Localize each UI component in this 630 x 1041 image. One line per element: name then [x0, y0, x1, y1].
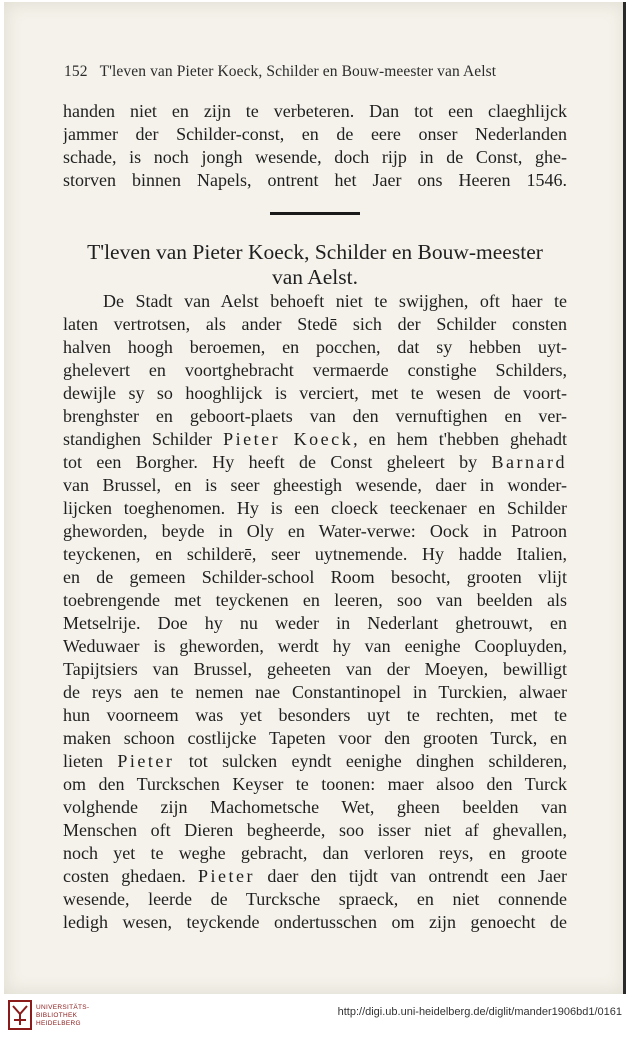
paragraph-body	[63, 290, 567, 934]
person-name: Pieter Koeck	[223, 429, 354, 449]
text-line: teyckenen, en schilderē, seer uytnemende. Hy hadde Italien,	[63, 544, 567, 564]
text-line: Weduwaer is gheworden, werdt hy van eenighe Coopluyden,	[63, 636, 567, 656]
library-name	[36, 1004, 89, 1028]
text-line: lijcken toeghenomen. Hy is een cloeck teeckenaer en Schilder	[63, 498, 567, 518]
person-name: Barnard	[491, 452, 567, 472]
text-line: wesende, leerde de Turcksche spraeck, en niet connende	[63, 889, 567, 909]
text-segment: tot sulcken eyndt eenighe dinghen schilderen,	[188, 751, 567, 771]
text-line: Tapijtsiers van Brussel, geheeten van der Moeyen, bewilligt	[63, 659, 567, 679]
text-line: dewijle sy so hooghlijck is verciert, met te wesen de voort-	[63, 383, 567, 403]
text-line: Menschen oft Dieren begheerde, soo isser niet af ghevallen,	[63, 820, 567, 840]
text-line: volghende zijn Machometsche Wet, gheen beelden van	[63, 797, 567, 817]
text-line	[63, 865, 567, 888]
text-line: van Brussel, en is seer gheestigh wesende, daer in wonder-	[63, 475, 567, 495]
university-library-logo-icon	[8, 1000, 32, 1030]
text-line: De Stadt van Aelst behoeft niet te swijghen, oft haer te	[103, 291, 567, 311]
text-line: hun voorneem was yet besonders uyt te rechten, met te	[63, 705, 567, 725]
text-line: en de gemeen Schilder-school Room besocht, grooten vlijt	[63, 567, 567, 587]
library-name-line: HEIDELBERG	[36, 1020, 81, 1027]
section-title-line: van Aelst.	[272, 265, 358, 289]
text-line: halven hoogh beroemen, en pocchen, dat sy hebben uyt-	[63, 337, 567, 357]
text-line: laten vertrotsen, als ander Stedē sich der Schilder consten	[63, 314, 567, 334]
page-edge	[623, 2, 626, 994]
person-name: Pieter	[117, 751, 175, 771]
text-line	[63, 428, 567, 451]
text-line: ledigh wesen, teyckende ondertusschen om zijn genoecht de	[63, 912, 567, 932]
text-line	[63, 750, 567, 773]
library-name-line: BIBLIOTHEK	[36, 1012, 78, 1019]
text-line: schade, is noch jongh wesende, doch rijp in de Const, ghe-	[63, 147, 567, 167]
text-segment: standighen Schilder	[63, 429, 213, 449]
section-title	[63, 240, 567, 290]
text-line: toebrengende met teyckenen en leeren, soo van beelden als	[63, 590, 567, 610]
text-line: noch yet te weghe gebracht, dan verloren reys, en groote	[63, 843, 567, 863]
page-number: 152	[64, 63, 88, 80]
viewer-footer	[0, 994, 630, 1041]
text-line: de reys aen te nemen nae Constantinopel in Turckien, alwaer	[63, 682, 567, 702]
text-segment: daer den tijdt van ontrendt een Jaer	[267, 866, 567, 886]
running-title: T'leven van Pieter Koeck, Schilder en Bouw-meester van Aelst	[99, 63, 497, 80]
text-segment: lieten	[63, 751, 103, 771]
library-name-line: UNIVERSITÄTS-	[36, 1004, 90, 1011]
text-line: storven binnen Napels, ontrent het Jaer ons Heeren 1546.	[63, 170, 567, 190]
text-line: jammer der Schilder-const, en de eere onser Nederlanden	[63, 124, 567, 144]
text-segment: tot een Borgher. Hy heeft de Const gheleert by	[63, 452, 478, 472]
section-divider	[270, 212, 360, 215]
text-line: maken schoon costlijcke Tapeten voor den grooten Turck, en	[63, 728, 567, 748]
section-title-line: T'leven van Pieter Koeck, Schilder en Bouw-meester	[87, 240, 543, 264]
text-line	[63, 451, 567, 474]
running-header	[64, 63, 560, 81]
text-line: ghelevert en voortghebracht vermaerde constighe Schilders,	[63, 360, 567, 380]
text-line: om den Turckschen Keyser te toonen: maer alsoo den Turck	[63, 774, 567, 794]
text-line: brenghster en geboort-plaets van den vernuftighen en ver-	[63, 406, 567, 426]
text-line: handen niet en zijn te verbeteren. Dan tot een claeghlijck	[63, 101, 567, 121]
paragraph-continuation	[63, 100, 567, 192]
permalink-url[interactable]: http://digi.ub.uni-heidelberg.de/diglit/mander1906bd1/0161	[337, 1006, 622, 1018]
text-line: gheworden, beyde in Oly en Water-verwe: Oock in Patroon	[63, 521, 567, 541]
text-segment: costen ghedaen.	[63, 866, 186, 886]
person-name: Pieter	[198, 866, 256, 886]
text-line: Metselrije. Doe hy nu weder in Nederlant ghetrouwt, en	[63, 613, 567, 633]
text-segment: , en hem t'hebben ghehadt	[353, 429, 567, 449]
